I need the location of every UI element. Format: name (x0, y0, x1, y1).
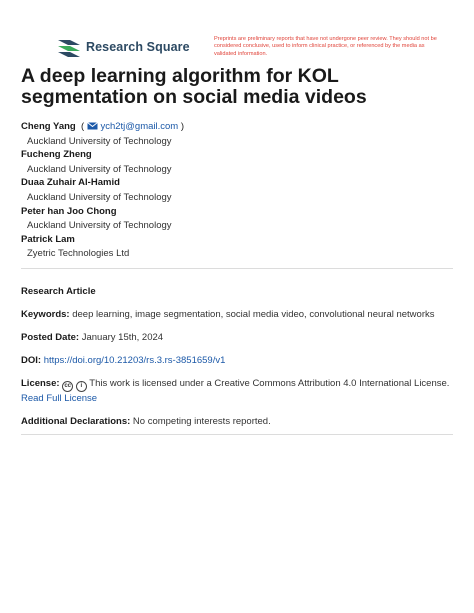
author-name: Fucheng Zheng (21, 149, 92, 161)
research-square-logo[interactable] (56, 36, 190, 58)
author-affiliation: Auckland University of Technology (27, 220, 172, 232)
keywords-label: Keywords: (21, 309, 70, 320)
creative-commons-icon: cc (62, 381, 73, 392)
doi-label: DOI: (21, 355, 42, 366)
author-1: Cheng Yang ( ych2tj@gmail.com ) (21, 121, 185, 132)
author-affiliation: Auckland University of Technology (27, 163, 172, 175)
preprint-notice: Preprints are preliminary reports that have not undergone peer review. They should not be considered conclusive, used to inform clinical practice, or referenced by the media as validated information. (214, 36, 437, 57)
paper-title: A deep learning algorithm for KOL segmentation on social media videos (21, 65, 367, 108)
section-divider (21, 434, 453, 435)
logo-text: Research Square (86, 40, 190, 54)
doi-row (21, 354, 461, 367)
section-divider (21, 268, 453, 269)
posted-date-label: Posted Date: (21, 332, 80, 343)
research-square-logo-icon (56, 36, 82, 58)
keywords-row (21, 308, 461, 321)
license-text: This work is licensed under a Creative Commons Attribution 4.0 International License. (89, 378, 450, 389)
doi-link[interactable]: https://doi.org/10.21203/rs.3.rs-3851659/v1 (43, 355, 226, 366)
read-full-license-link[interactable]: Read Full License (21, 393, 98, 404)
author-affiliation: Auckland University of Technology (27, 191, 172, 203)
attribution-icon: i (76, 381, 87, 392)
license-label: License: (21, 378, 60, 389)
posted-date-value: January 15th, 2024 (81, 332, 164, 343)
author-affiliation: Auckland University of Technology (27, 135, 172, 147)
author-email-link[interactable]: ych2tj@gmail.com (100, 121, 179, 132)
email-icon (87, 122, 98, 130)
posted-date-row (21, 331, 461, 344)
author-name: Duaa Zuhair Al-Hamid (21, 177, 120, 189)
author-name: Peter han Joo Chong (21, 205, 117, 217)
keywords-value: deep learning, image segmentation, social media video, convolutional neural networks (72, 309, 435, 320)
license-row (21, 377, 461, 405)
declarations-label: Additional Declarations: (21, 416, 131, 427)
article-type (21, 285, 461, 298)
declarations-value: No competing interests reported. (132, 416, 271, 427)
author-name: Patrick Lam (21, 233, 75, 245)
article-type-label: Research Article (21, 286, 96, 297)
author-affiliation: Zyetric Technologies Ltd (27, 248, 130, 260)
author-list (21, 120, 451, 261)
declarations-row (21, 415, 461, 428)
author-name: Cheng Yang (21, 121, 76, 132)
